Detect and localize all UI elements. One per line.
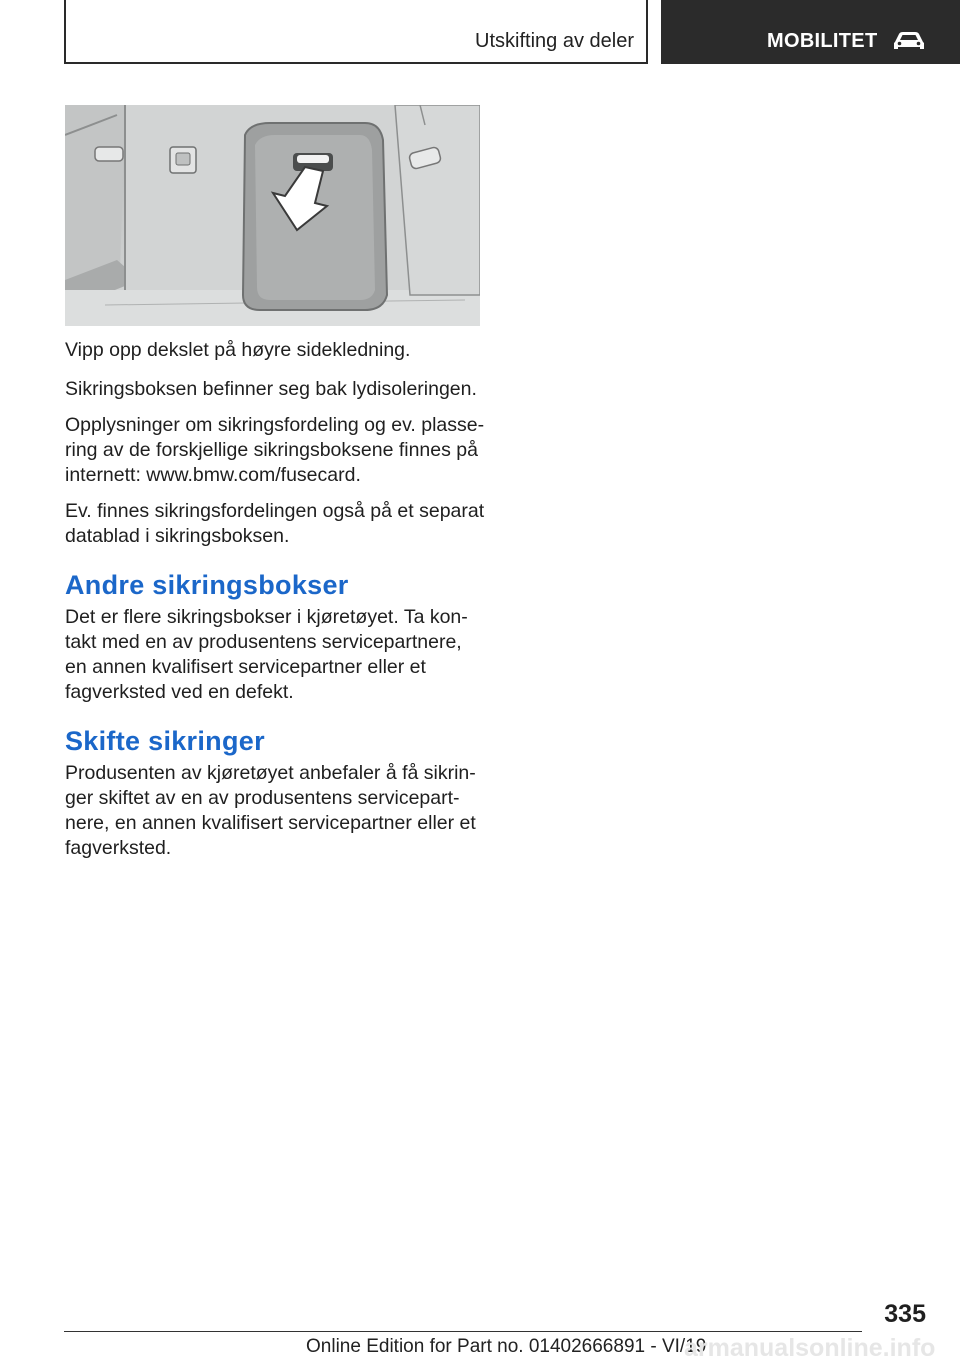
section-title: Utskifting av deler [475,30,634,52]
paragraph-3: Ev. finnes sikringsfordelingen også på et separat datablad i sikringsboksen. [65,500,485,547]
page-number: 335 [884,1300,926,1328]
paragraph-2: Opplysninger om sikringsfordeling og ev. plassering av de forskjellige sikringsboksene finnes på internett: www.bmw.com/fusecard. [65,414,485,486]
chapter-label: MOBILITET [767,30,878,52]
figure-caption: Vipp opp dekslet på høyre sidekledning. [65,339,411,361]
footer-divider [64,1331,862,1332]
header-frame [64,0,648,64]
heading-skifte-sikringer: Skifte sikringer [65,726,265,756]
main-content [65,338,485,872]
chapter-tab [661,0,960,64]
paragraph-skifte: Produsenten av kjøretøyet anbefaler å få sikringer skiftet av en av produsentens servicepartnere, en annen kvalifisert servicepartner eller et fagverksted. [65,762,476,859]
heading-andre-sikringsbokser: Andre sikringsbokser [65,570,349,600]
paragraph-1: Sikringsboksen befinner seg bak lydisoleringen. [65,378,477,400]
edition-line: Online Edition for Part no. 01402666891 - VI/19 [306,1336,707,1357]
trunk-side-panel-figure [65,105,480,326]
trunk-illustration [65,105,480,326]
watermark: armanualsonline.info [684,1334,936,1362]
car-icon [891,28,927,52]
paragraph-andre: Det er flere sikringsbokser i kjøretøyet. Ta kontakt med en av produsentens servicepartnere, en annen kvalifisert servicepartner eller et fagverksted ved en defekt. [65,606,468,703]
